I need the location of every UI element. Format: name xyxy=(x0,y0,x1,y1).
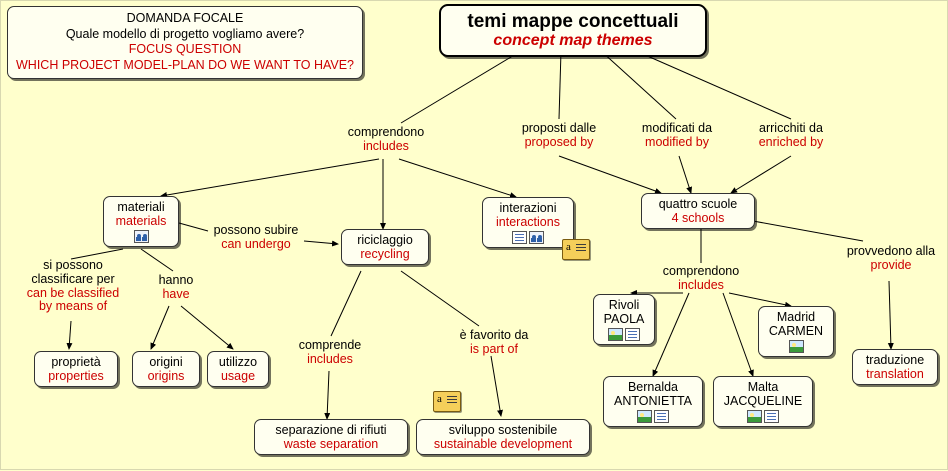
focus-question-box xyxy=(7,6,363,79)
node-traduzione-label-it: traduzione xyxy=(865,353,925,367)
node-utilizzo-label-it: utilizzo xyxy=(218,355,258,369)
node-root-label-it: temi mappe concettuali xyxy=(467,11,679,32)
node-bernalda-city: Bernalda xyxy=(627,380,679,394)
node-bernalda[interactable] xyxy=(603,376,703,427)
node-proprieta-label-en: properties xyxy=(48,369,104,383)
node-madrid[interactable] xyxy=(758,306,834,357)
link-label-arricchiti xyxy=(739,121,843,150)
node-separazione-rifiuti[interactable] xyxy=(254,419,408,455)
node-root[interactable] xyxy=(439,4,707,57)
link-favorito-en: is part of xyxy=(470,342,518,357)
link-possono-it: possono subire xyxy=(213,223,299,237)
focus-question-title-it: DOMANDA FOCALE xyxy=(126,11,244,25)
node-malta-name: JACQUELINE xyxy=(723,394,803,408)
document-icon[interactable] xyxy=(654,410,669,423)
node-bernalda-name: ANTONIETTA xyxy=(613,394,692,408)
node-utilizzo-label-en: usage xyxy=(220,369,256,383)
note-icon[interactable] xyxy=(562,239,590,260)
node-sviluppo-label-it: sviluppo sostenibile xyxy=(448,423,558,437)
node-materiali-label-en: materials xyxy=(115,214,167,228)
node-malta-icons xyxy=(720,410,806,423)
link-comprendono-scuole-en: includes xyxy=(678,278,724,293)
link-proposti-it: proposti dalle xyxy=(521,121,597,135)
node-materiali[interactable] xyxy=(103,196,179,247)
node-traduzione-label-en: translation xyxy=(866,367,924,381)
photo-icon[interactable] xyxy=(789,340,804,353)
node-utilizzo[interactable] xyxy=(207,351,269,387)
node-malta-city: Malta xyxy=(747,380,779,394)
node-scuole-label-it: quattro scuole xyxy=(658,197,738,211)
link-comprendono-it: comprendono xyxy=(347,125,425,139)
link-favorito-it: è favorito da xyxy=(459,328,529,342)
node-bernalda-icons xyxy=(610,410,696,423)
node-scuole-label-en: 4 schools xyxy=(671,211,725,225)
focus-question-title-en: FOCUS QUESTION xyxy=(128,42,242,57)
link-comprende-it: comprende xyxy=(298,338,362,352)
link-hanno-en: have xyxy=(162,287,190,302)
node-interazioni-label-en: interactions xyxy=(496,215,560,229)
photo-icon[interactable] xyxy=(747,410,762,423)
document-icon[interactable] xyxy=(764,410,779,423)
link-possono-en: can undergo xyxy=(221,237,291,252)
link-si-possono-it: si possono classificare per xyxy=(31,258,115,286)
link-label-comprende xyxy=(281,338,379,367)
node-proprieta-label-it: proprietà xyxy=(51,355,101,369)
node-separazione-label-en: waste separation xyxy=(283,437,379,451)
group-icon[interactable] xyxy=(134,230,149,243)
link-comprendono-en: includes xyxy=(363,139,409,154)
link-modificati-it: modificati da xyxy=(641,121,713,135)
node-riciclaggio-label-en: recycling xyxy=(360,247,410,261)
link-arricchiti-it: arricchiti da xyxy=(759,121,823,135)
node-riciclaggio[interactable] xyxy=(341,229,429,265)
node-malta[interactable] xyxy=(713,376,813,427)
node-madrid-name: CARMEN xyxy=(768,324,824,338)
photo-icon[interactable] xyxy=(608,328,623,341)
link-modificati-en: modified by xyxy=(645,135,709,150)
node-interazioni[interactable] xyxy=(482,197,574,248)
node-quattro-scuole[interactable] xyxy=(641,193,755,229)
node-rivoli[interactable] xyxy=(593,294,655,345)
link-comprendono-scuole-it: comprendono xyxy=(662,264,740,278)
node-materiali-label-it: materiali xyxy=(117,200,165,214)
node-sviluppo-sostenibile[interactable] xyxy=(416,419,590,455)
link-si-possono-en: can be classified by means of xyxy=(26,285,120,314)
link-label-si-possono-classificare xyxy=(19,259,127,314)
link-label-comprendono-scuole xyxy=(646,264,756,293)
node-madrid-icons xyxy=(765,340,827,353)
node-interazioni-icons xyxy=(489,231,567,244)
node-root-label-en: concept map themes xyxy=(493,32,653,50)
node-origini-label-en: origins xyxy=(147,369,185,383)
document-icon[interactable] xyxy=(512,231,527,244)
node-rivoli-city: Rivoli xyxy=(608,298,640,312)
link-provvedono-en: provide xyxy=(870,258,912,273)
link-label-hanno xyxy=(141,273,211,302)
note-icon[interactable] xyxy=(433,391,461,412)
link-arricchiti-en: enriched by xyxy=(758,135,824,150)
node-sviluppo-label-en: sustainable development xyxy=(433,437,573,451)
link-label-modificati xyxy=(623,121,731,150)
node-proprieta[interactable] xyxy=(34,351,118,387)
node-traduzione[interactable] xyxy=(852,349,938,385)
link-label-provvedono xyxy=(839,244,943,273)
photo-icon[interactable] xyxy=(637,410,652,423)
group-icon[interactable] xyxy=(529,231,544,244)
node-madrid-city: Madrid xyxy=(776,310,816,324)
link-label-comprendono-top xyxy=(331,125,441,154)
node-materiali-icons xyxy=(110,230,172,243)
focus-question-text-en: WHICH PROJECT MODEL-PLAN DO WE WANT TO HAVE? xyxy=(16,57,355,72)
link-label-possono-subire xyxy=(206,223,306,252)
focus-question-text-it: Quale modello di progetto vogliamo avere? xyxy=(65,26,305,41)
node-riciclaggio-label-it: riciclaggio xyxy=(357,233,413,247)
link-hanno-it: hanno xyxy=(158,273,194,287)
document-icon[interactable] xyxy=(625,328,640,341)
link-comprende-en: includes xyxy=(307,352,353,367)
link-label-proposti xyxy=(504,121,614,150)
node-interazioni-label-it: interazioni xyxy=(499,201,557,215)
link-label-favorito xyxy=(446,328,542,357)
link-proposti-en: proposed by xyxy=(524,135,594,150)
link-provvedono-it: provvedono alla xyxy=(846,244,936,258)
node-separazione-label-it: separazione di rifiuti xyxy=(275,423,387,437)
node-origini[interactable] xyxy=(132,351,200,387)
node-origini-label-it: origini xyxy=(149,355,183,369)
node-rivoli-icons xyxy=(600,328,648,341)
node-rivoli-name: PAOLA xyxy=(603,312,645,326)
